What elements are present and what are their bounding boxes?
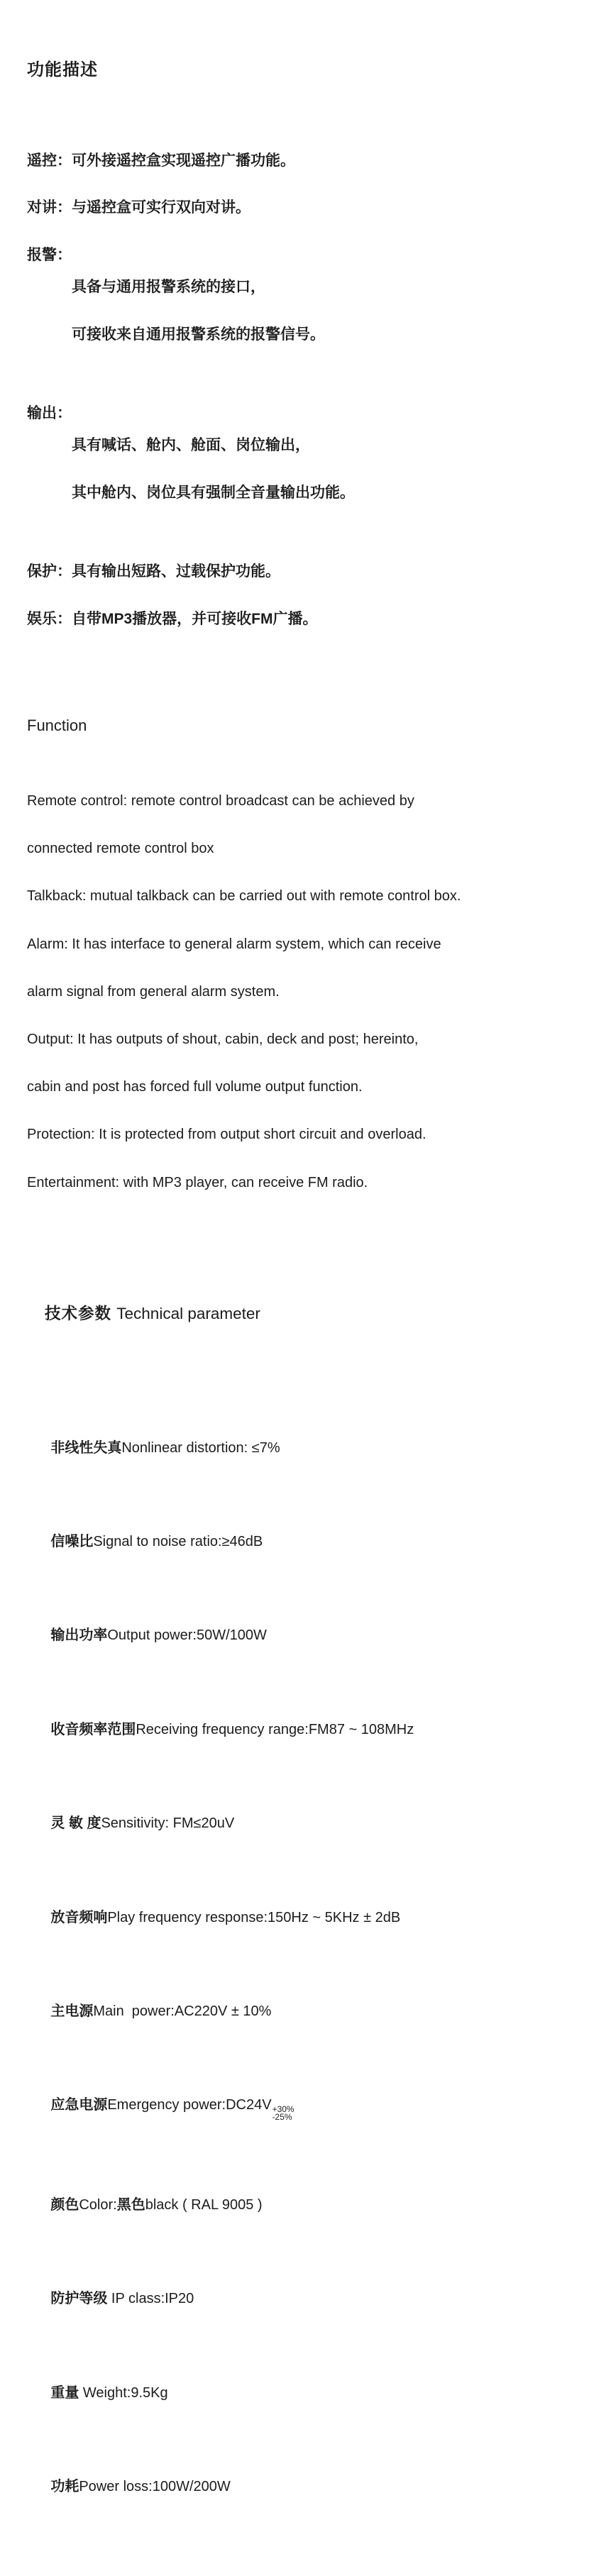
cn-function-line: 其中舱内、岗位具有强制全音量输出功能。 <box>72 484 355 501</box>
tolerance-stack <box>273 2106 294 2121</box>
cn-function-line: 具备与通用报警系统的接口， <box>72 278 265 295</box>
param-cn2: 黑色 <box>116 2197 145 2213</box>
param-cn: 防护等级 <box>50 2291 111 2307</box>
param-receiving-frequency-range <box>27 1699 572 1760</box>
param-cn: 重量 <box>50 2384 83 2401</box>
param-play-frequency-response <box>27 1887 572 1948</box>
cn-function-line: 可外接遥控盒实现遥控广播功能。 <box>72 152 295 169</box>
param-en: Sensitivity: FM≤20uV <box>101 1815 235 1832</box>
param-cn: 灵 敏 度 <box>50 1815 101 1832</box>
param-cn: 非线性失真 <box>50 1439 122 1456</box>
en-function-line: cabin and post has forced full volume output function. <box>27 1079 363 1095</box>
tech-heading <box>27 1284 572 1344</box>
param-ip-class <box>27 2269 572 2330</box>
param-main-power <box>27 1981 572 2042</box>
page-title-cn: 功能描述 <box>27 60 98 79</box>
cn-function-item-alarm <box>27 248 572 374</box>
en-function-line: Remote control: remote control broadcast can be achieved by <box>27 792 414 809</box>
cn-function-item-remote <box>27 153 572 169</box>
cn-function-list <box>27 121 572 659</box>
param-cn: 信噪比 <box>50 1534 94 1550</box>
param-en: Signal to noise ratio:≥46dB <box>93 1534 263 1550</box>
param-nonlinear-distortion <box>27 1417 572 1478</box>
en-function-line: Entertainment: with MP3 player, can receive FM radio. <box>27 1174 368 1190</box>
param-en: Receiving frequency range:FM87 ~ 108MHz <box>136 1721 414 1737</box>
tolerance-upper: +30% <box>272 2104 294 2115</box>
param-cn: 颜色 <box>50 2197 79 2213</box>
function-heading-en: Function <box>27 717 87 735</box>
en-function-line: alarm signal from general alarm system. <box>27 983 280 1000</box>
param-cn: 应急电源 <box>50 2097 108 2113</box>
cn-function-label: 报警： <box>27 247 72 264</box>
cn-function-item-output <box>27 406 572 532</box>
tech-heading-cn: 技术参数 <box>45 1304 117 1322</box>
cn-function-line: 与遥控盒可实行双向对讲。 <box>72 199 251 216</box>
cn-function-label: 遥控： <box>27 152 72 169</box>
param-en: Weight:9.5Kg <box>82 2384 168 2401</box>
param-en: Main power:AC220V ± 10% <box>93 2003 272 2020</box>
cn-function-label: 输出： <box>27 405 72 422</box>
en-function-line: Talkback: mutual talkback can be carried out with remote control box. <box>27 888 461 905</box>
param-en: Power loss:100W/200W <box>79 2479 231 2495</box>
param-en: Play frequency response:150Hz ~ 5KHz ± 2dB <box>107 1909 401 1925</box>
param-en: IP class:IP20 <box>111 2291 194 2307</box>
cn-function-item-talkback <box>27 200 572 216</box>
param-en2: black ( RAL 9005 ) <box>145 2197 263 2213</box>
tech-param-list <box>27 1385 572 2550</box>
cn-function-item-entertainment <box>27 612 572 627</box>
cn-function-line: 具有喊话、舱内、舱面、岗位输出， <box>72 436 310 453</box>
en-function-line: Output: It has outputs of shout, cabin, deck and post; hereinto, <box>27 1032 419 1047</box>
param-cn: 主电源 <box>50 2003 94 2020</box>
cn-function-item-protection <box>27 564 572 580</box>
param-cn: 放音频响 <box>50 1909 108 1925</box>
param-cn: 输出功率 <box>50 1627 108 1644</box>
cn-function-label: 对讲： <box>27 199 72 216</box>
cn-function-line: 可接收来自通用报警系统的报警信号。 <box>72 326 325 343</box>
param-en: Emergency power:DC24V <box>107 2097 272 2113</box>
en-function-line: connected remote control box <box>27 841 214 857</box>
param-cn: 收音频率范围 <box>50 1721 136 1737</box>
param-en: Output power:50W/100W <box>107 1627 267 1644</box>
param-cn: 功耗 <box>50 2479 79 2495</box>
param-emergency-power <box>27 2075 572 2143</box>
param-color <box>27 2174 572 2235</box>
param-sensitivity <box>27 1793 572 1854</box>
param-en: Color: <box>79 2197 117 2213</box>
param-power-loss <box>27 2456 572 2517</box>
cn-function-label: 娱乐： <box>27 611 72 628</box>
param-en: Nonlinear distortion: ≤7% <box>121 1439 280 1456</box>
en-function-line: Alarm: It has interface to general alarm system, which can receive <box>27 936 441 952</box>
cn-function-label: 保护： <box>27 563 72 580</box>
param-signal-noise-ratio <box>27 1511 572 1572</box>
cn-function-line: 自带MP3播放器，并可接收FM广播。 <box>72 611 318 628</box>
en-function-paragraph <box>27 761 572 1222</box>
param-weight <box>27 2362 572 2423</box>
en-function-line: Protection: It is protected from output short circuit and overload. <box>27 1127 426 1143</box>
param-output-power <box>27 1605 572 1666</box>
tolerance-lower: -25% <box>272 2112 292 2123</box>
cn-function-line: 具有输出短路、过载保护功能。 <box>72 563 280 580</box>
tech-heading-en: Technical parameter <box>116 1304 260 1322</box>
